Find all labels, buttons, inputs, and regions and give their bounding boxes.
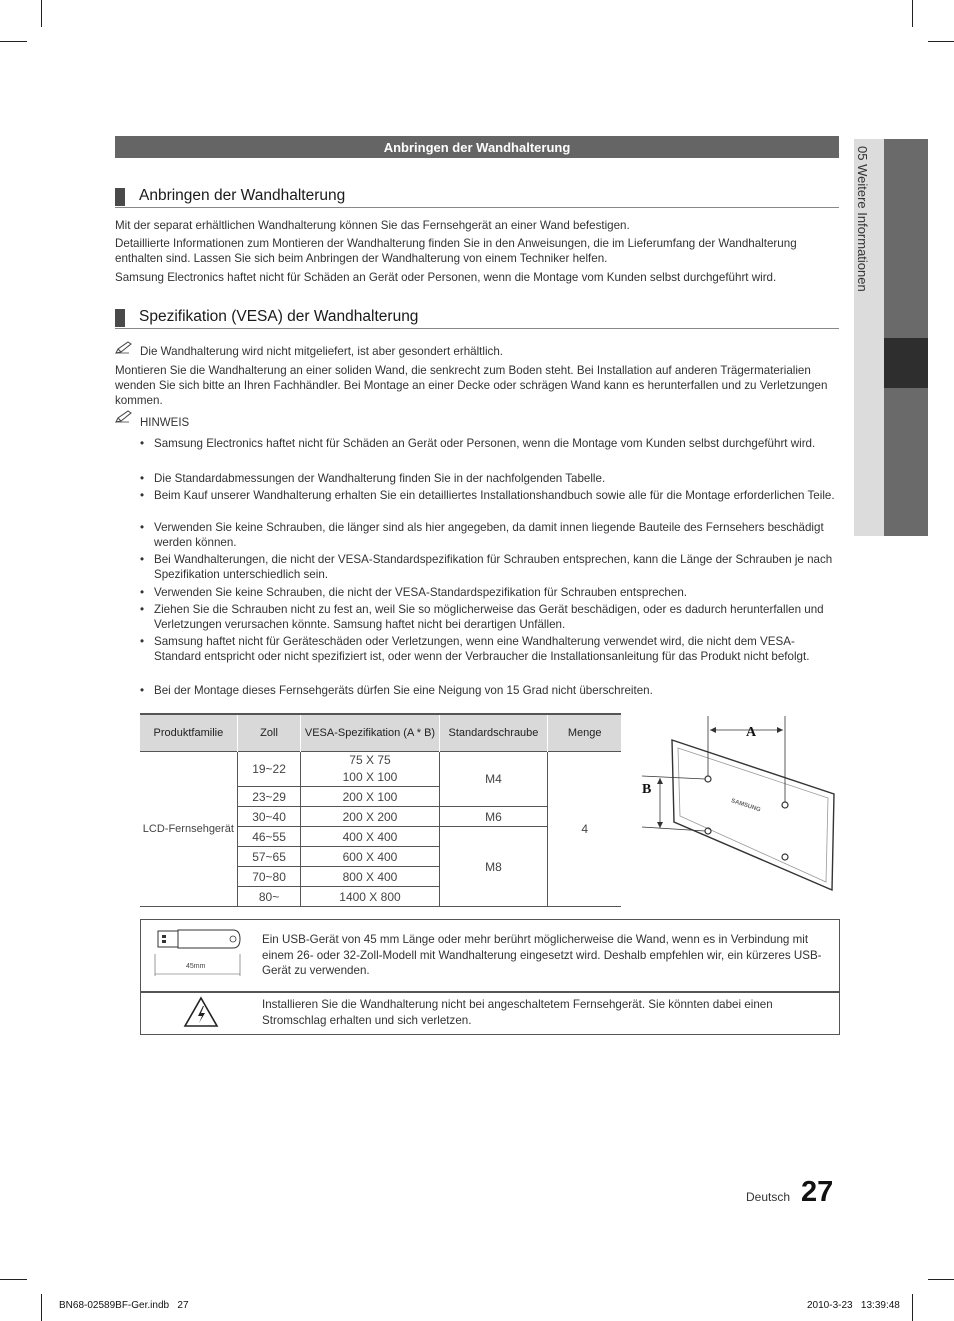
crop-mark xyxy=(928,1279,954,1280)
crop-mark xyxy=(912,1294,913,1321)
crop-mark xyxy=(912,0,913,27)
dimension-label-a: A xyxy=(746,725,757,740)
bullet-item: • Bei der Montage dieses Fernsehgeräts dürfen Sie eine Neigung von 15 Grad nicht überschreiten. xyxy=(140,683,840,698)
chapter-tab-block xyxy=(884,388,928,536)
table-cell: 57~65 xyxy=(237,847,301,867)
usb-stick-icon xyxy=(153,924,245,981)
crop-mark xyxy=(0,41,27,42)
heading-marker xyxy=(115,309,125,327)
usb-dimension-label: 45mm xyxy=(186,963,206,970)
bullet-text: Samsung Electronics haftet nicht für Schäden an Gerät oder Personen, wenn die Montage vom Kunden selbst durchgeführt wird. xyxy=(154,437,816,450)
bullet-item: • Die Standardabmessungen der Wandhalterung finden Sie in der nachfolgenden Tabelle. xyxy=(140,471,840,486)
dimension-label-b: B xyxy=(642,782,652,797)
bullet-text: Verwenden Sie keine Schrauben, die nicht der VESA-Standardspezifikation für Schrauben entsprechen. xyxy=(154,586,688,599)
bullet-item: • Ziehen Sie die Schrauben nicht zu fest an, weil Sie so möglicherweise das Gerät beschädigen, oder es dadurch herunterfallen und Verletzungen verursachen könnte. Samsung haftet nicht bei derartigen Unfällen. xyxy=(140,602,840,632)
table-cell: 4 xyxy=(548,752,621,907)
table-cell: 1400 X 800 xyxy=(301,887,439,907)
column-header: VESA-Spezifikation (A * B) xyxy=(301,714,439,752)
warning-info-text: Installieren Sie die Wandhalterung nicht bei angeschaltetem Fernsehgerät. Sie könnten dabei einen Stromschlag erhalten und sich verletzen. xyxy=(262,998,773,1027)
usb-info-text: Ein USB-Gerät von 45 mm Länge oder mehr berührt möglicherweise die Wand, wenn es in Verbindung mit einem 26- oder 32-Zoll-Modell mit Wandhalterung eingesetzt wird. Deshalb empfehlen wir, ein kürzeres USB-Gerät zu verwenden. xyxy=(262,933,822,977)
table-cell: 70~80 xyxy=(237,867,301,887)
heading-marker xyxy=(115,188,125,206)
column-header: Produktfamilie xyxy=(140,714,237,752)
page-banner-title: Anbringen der Wandhalterung xyxy=(115,136,839,158)
bullet-text: Samsung haftet nicht für Geräteschäden oder Verletzungen, wenn eine Wandhalterung verwendet wird, die nicht dem VESA-Standard entspricht oder nicht spezifiziert ist, oder wenn der Verbraucher die Installationsanleitung für das Produkt nicht befolgt. xyxy=(154,635,810,663)
footer-language: Deutsch xyxy=(746,1190,791,1204)
warning-info-box xyxy=(140,991,840,1035)
chapter-tab-block xyxy=(884,139,928,338)
bullet-text: Beim Kauf unserer Wandhalterung erhalten Sie ein detailliertes Installationshandbuch sowie alle für die Montage erforderlichen Teile. xyxy=(154,489,835,502)
table-row xyxy=(140,752,621,787)
paragraph: Detaillierte Informationen zum Montieren der Wandhalterung finden Sie in den Anweisungen, die im Lieferumfang der Wandhalterung enthalten sind. Lassen Sie sich beim Anbringen der Wandhalterung von einem Techniker helfen. xyxy=(115,237,797,265)
bullet-item: • Beim Kauf unserer Wandhalterung erhalten Sie ein detailliertes Installationshandbuch sowie alle für die Montage erforderlichen Teile. xyxy=(140,488,840,518)
table-cell: M6 xyxy=(439,807,548,827)
page-number: 27 xyxy=(801,1176,834,1208)
table-cell: M4 xyxy=(439,752,548,807)
crop-mark xyxy=(41,1294,42,1321)
paragraph: Samsung Electronics haftet nicht für Schäden an Gerät oder Personen, wenn die Montage vom Kunden selbst durchgeführt wird. xyxy=(115,271,777,284)
chapter-tab-active-marker xyxy=(884,338,928,388)
print-file-info: BN68-02589BF-Ger.indb 27 xyxy=(59,1300,189,1311)
note-icon xyxy=(115,410,135,429)
vesa-spec-table xyxy=(140,713,621,907)
note-text: Die Wandhalterung wird nicht mitgeliefert, ist aber gesondert erhältlich. xyxy=(140,345,504,358)
tv-back-diagram xyxy=(638,712,838,894)
column-header: Standardschraube xyxy=(439,714,548,752)
table-cell xyxy=(301,752,439,787)
paragraph: Montieren Sie die Wandhalterung an einer soliden Wand, die senkrecht zum Boden steht. Bei Installation auf anderen Trägermaterialien wenden Sie sich bitte an Ihren Fachhändler. Bei Montage an einer Decke oder schrägen Wand kann es herunterfallen und zu Verletzungen kommen. xyxy=(115,364,828,407)
usb-info-box xyxy=(140,919,840,993)
note-icon xyxy=(115,341,135,360)
bullet-item: • Verwenden Sie keine Schrauben, die länger sind als hier angegeben, da damit innen liegende Bauteile des Fernsehers beschädigt werden können. xyxy=(140,520,840,550)
bullet-text: Ziehen Sie die Schrauben nicht zu fest an, weil Sie so möglicherweise das Gerät beschädigen, oder es dadurch herunterfallen und Verletzungen verursachen könnte. Samsung haftet nicht bei derartigen Unfällen. xyxy=(154,603,824,631)
bullet-item: • Samsung haftet nicht für Geräteschäden oder Verletzungen, wenn eine Wandhalterung verwendet wird, die nicht dem VESA-Standard entspricht oder nicht spezifiziert ist, oder wenn der Verbraucher die Installationsanleitung für das Produkt nicht befolgt. xyxy=(140,634,840,679)
bullet-text: Bei der Montage dieses Fernsehgeräts dürfen Sie eine Neigung von 15 Grad nicht überschreiten. xyxy=(154,684,653,697)
bullet-item: • Samsung Electronics haftet nicht für Schäden an Gerät oder Personen, wenn die Montage vom Kunden selbst durchgeführt wird. xyxy=(140,436,840,466)
table-header-row xyxy=(140,714,621,752)
brand-logo: SAMSUNG xyxy=(730,798,762,814)
table-cell: 800 X 400 xyxy=(301,867,439,887)
hinweis-label: HINWEIS xyxy=(140,417,190,429)
bullet-text: Die Standardabmessungen der Wandhalterung finden Sie in der nachfolgenden Tabelle. xyxy=(154,472,606,485)
paragraph: Mit der separat erhältlichen Wandhalterung können Sie das Fernsehgerät an einer Wand befestigen. xyxy=(115,219,630,232)
table-cell: 600 X 400 xyxy=(301,847,439,867)
bullet-text: Bei Wandhalterungen, die nicht der VESA-Standardspezifikation für Schrauben entsprechen, kann die Länge der Schrauben je nach Spezifikation unterschiedlich sein. xyxy=(154,553,833,581)
table-cell: 30~40 xyxy=(237,807,301,827)
table-cell: 46~55 xyxy=(237,827,301,847)
table-cell: M8 xyxy=(439,827,548,907)
crop-mark xyxy=(41,0,42,27)
bullet-item: • Bei Wandhalterungen, die nicht der VESA-Standardspezifikation für Schrauben entsprechen, kann die Länge der Schrauben je nach Spezifikation unterschiedlich sein. xyxy=(140,552,840,582)
bullet-text: Verwenden Sie keine Schrauben, die länger sind als hier angegeben, da damit innen liegende Bauteile des Fernsehers beschädigt werden können. xyxy=(154,521,824,549)
table-cell: 23~29 xyxy=(237,787,301,807)
table-cell: 200 X 200 xyxy=(301,807,439,827)
column-header: Menge xyxy=(548,714,621,752)
table-cell: 19~22 xyxy=(237,752,301,787)
vesa-value: 75 X 75 xyxy=(349,753,391,767)
print-timestamp: 2010-3-23 13:39:48 xyxy=(807,1300,900,1311)
column-header: Zoll xyxy=(237,714,301,752)
chapter-label: 05 Weitere Informationen xyxy=(855,146,870,292)
section-heading-text: Anbringen der Wandhalterung xyxy=(139,187,346,204)
section-heading xyxy=(115,306,839,329)
table-cell: 80~ xyxy=(237,887,301,907)
crop-mark xyxy=(928,41,954,42)
section-heading-text: Spezifikation (VESA) der Wandhalterung xyxy=(139,308,419,325)
table-cell: 400 X 400 xyxy=(301,827,439,847)
box-divider xyxy=(141,991,839,992)
table-cell: LCD-Fernsehgerät xyxy=(140,752,237,907)
table-cell: 200 X 100 xyxy=(301,787,439,807)
bullet-item: • Verwenden Sie keine Schrauben, die nicht der VESA-Standardspezifikation für Schrauben entsprechen. xyxy=(140,585,840,600)
vesa-value: 100 X 100 xyxy=(342,770,398,784)
section-heading xyxy=(115,185,839,208)
electric-shock-warning-icon xyxy=(183,996,219,1033)
crop-mark xyxy=(0,1279,27,1280)
